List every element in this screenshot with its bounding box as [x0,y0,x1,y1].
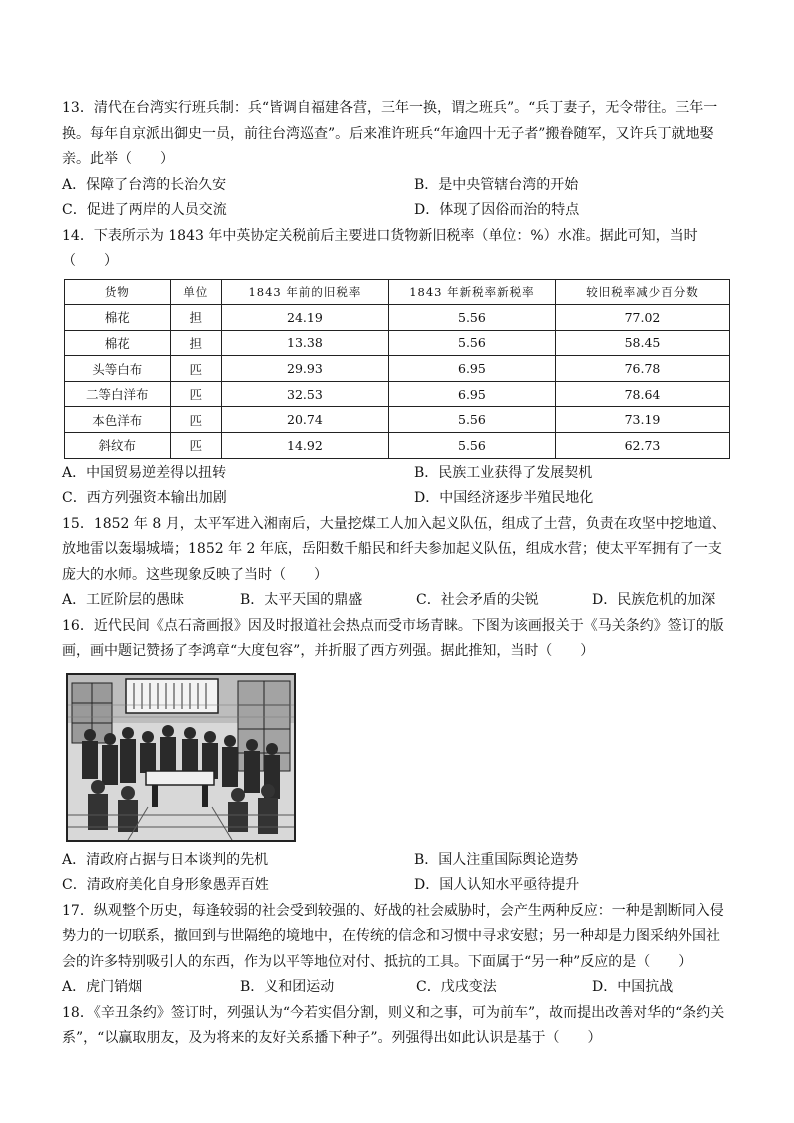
question-17-stem: 17．纵观整个历史，每逢较弱的社会受到较强的、好战的社会威胁时，会产生两种反应：一种是割断同入侵势力的一切联系，撤回到与世隔绝的境地中，在传统的信念和习惯中寻求安慰；另一种却是力图采纳外国社会的许多特别吸引人的东西，作为以平等地位对付、抵抗的工具。下面属于“另一种”反应的是（ ） [62,902,724,970]
table-row [65,305,730,331]
option-b[interactable]: B．是中央管辖台湾的开始 [414,176,579,193]
option-d[interactable]: D．民族危机的加深 [592,592,716,609]
option-a[interactable]: A．保障了台湾的长治久安 [62,176,227,193]
table-cell: 匹 [170,356,221,382]
option-a[interactable]: A．工匠阶层的愚昧 [62,592,185,609]
question-14-options [62,461,732,512]
exam-page [62,96,732,1052]
table-cell: 6.95 [388,381,555,407]
question-16 [62,614,732,899]
option-b[interactable]: B．太平天国的鼎盛 [240,592,363,609]
table-header-row [65,279,730,305]
table-cell: 58.45 [555,330,729,356]
table-cell: 78.64 [555,381,729,407]
table-cell: 5.56 [388,330,555,356]
question-18-stem: 18．《辛丑条约》签订时，列强认为“今若实倡分割，则义和之事，可为前车”，故而提出改善对华的“条约关系”，“以赢取朋友，及为将来的友好关系播下种子”。列强得出如此认识是基于（ ） [62,1004,725,1047]
table-cell: 棉花 [65,305,171,331]
table-cell: 本色洋布 [65,407,171,433]
question-17 [62,899,732,1001]
column-header-old-rate: 1843 年前的旧税率 [221,279,388,305]
question-16-stem: 16．近代民间《点石斋画报》因及时报道社会热点而受市场青睐。下图为该画报关于《马关条约》签订的版画，画中题记赞扬了李鸿章“大度包容”，并折服了西方列强。据此推知，当时（ ） [62,617,724,660]
option-b[interactable]: B．民族工业获得了发展契机 [414,464,593,481]
question-16-options [62,848,732,899]
option-d[interactable]: D．中国经济逐步半殖民地化 [414,490,594,507]
option-c[interactable]: C．清政府美化自身形象愚弄百姓 [62,877,269,894]
table-cell: 29.93 [221,356,388,382]
option-a[interactable]: A．中国贸易逆差得以扭转 [62,464,227,481]
table-cell: 20.74 [221,407,388,433]
table-cell: 24.19 [221,305,388,331]
table-cell: 62.73 [555,433,729,459]
column-header-new-rate: 1843 年新税率新税率 [388,279,555,305]
table-cell: 担 [170,330,221,356]
table-cell: 匹 [170,381,221,407]
option-d[interactable]: D．体现了因俗而治的特点 [414,202,580,218]
option-b[interactable]: B．国人注重国际舆论造势 [414,851,579,868]
table-cell: 73.19 [555,407,729,433]
question-18 [62,1001,732,1052]
woodcut-illustration [66,673,296,842]
table-cell: 棉花 [65,330,171,356]
table-cell: 匹 [170,407,221,433]
table-cell: 5.56 [388,407,555,433]
table-cell: 14.92 [221,433,388,459]
table-row [65,407,730,433]
question-15-stem: 15．1852 年 8 月，太平军进入湘南后，大量挖煤工人加入起义队伍，组成了土营，负责在攻坚中挖地道、放地雷以轰塌城墙；1852 年 2 年底，岳阳数千船民和纤夫参加起义队伍，组成水营；使太平军拥有了一支庞大的水师。这些现象反映了当时（ ） [62,515,726,583]
column-header-reduction: 较旧税率减少百分数 [555,279,729,305]
table-row [65,433,730,459]
question-13-stem: 13．清代在台湾实行班兵制：兵“皆调自福建各营，三年一换，谓之班兵”。“兵丁妻子，无令带往。三年一换。每年自京派出御史一员，前往台湾巡查”。后来准许班兵“年逾四十无子者”搬眷随军，又许兵丁就地娶亲。此举（ ） [62,100,718,167]
question-13 [62,96,732,224]
option-a[interactable]: A．清政府占据与日本谈判的先机 [62,851,269,868]
column-header-unit: 单位 [170,279,221,305]
option-d[interactable]: D．国人认知水平亟待提升 [414,877,580,894]
option-c[interactable]: C．戊戌变法 [416,979,497,996]
table-cell: 担 [170,305,221,331]
table-row [65,330,730,356]
option-c[interactable]: C．促进了两岸的人员交流 [62,202,227,218]
table-cell: 76.78 [555,356,729,382]
table-cell: 5.56 [388,305,555,331]
question-13-options [62,173,732,224]
question-15 [62,512,732,614]
table-cell: 77.02 [555,305,729,331]
question-14 [62,224,732,512]
table-row [65,381,730,407]
question-14-stem: 14．下表所示为 1843 年中英协定关税前后主要进口货物新旧税率（单位：%）水准。据此可知，当时（ ） [62,227,698,269]
woodcut-image [68,675,294,840]
table-cell: 头等白布 [65,356,171,382]
option-d[interactable]: D．中国抗战 [592,979,674,996]
option-b[interactable]: B．义和团运动 [240,979,335,996]
question-15-options [62,588,732,614]
table-cell: 斜纹布 [65,433,171,459]
option-c[interactable]: C．西方列强资本输出加剧 [62,490,227,507]
question-17-options [62,975,732,1001]
option-c[interactable]: C．社会矛盾的尖锐 [416,592,539,609]
table-cell: 13.38 [221,330,388,356]
column-header-goods: 货物 [65,279,171,305]
table-cell: 二等白洋布 [65,381,171,407]
table-cell: 匹 [170,433,221,459]
option-a[interactable]: A．虎门销烟 [62,979,143,996]
table-cell: 6.95 [388,356,555,382]
table-cell: 32.53 [221,381,388,407]
tariff-table [64,279,730,459]
table-cell: 5.56 [388,433,555,459]
table-row [65,356,730,382]
